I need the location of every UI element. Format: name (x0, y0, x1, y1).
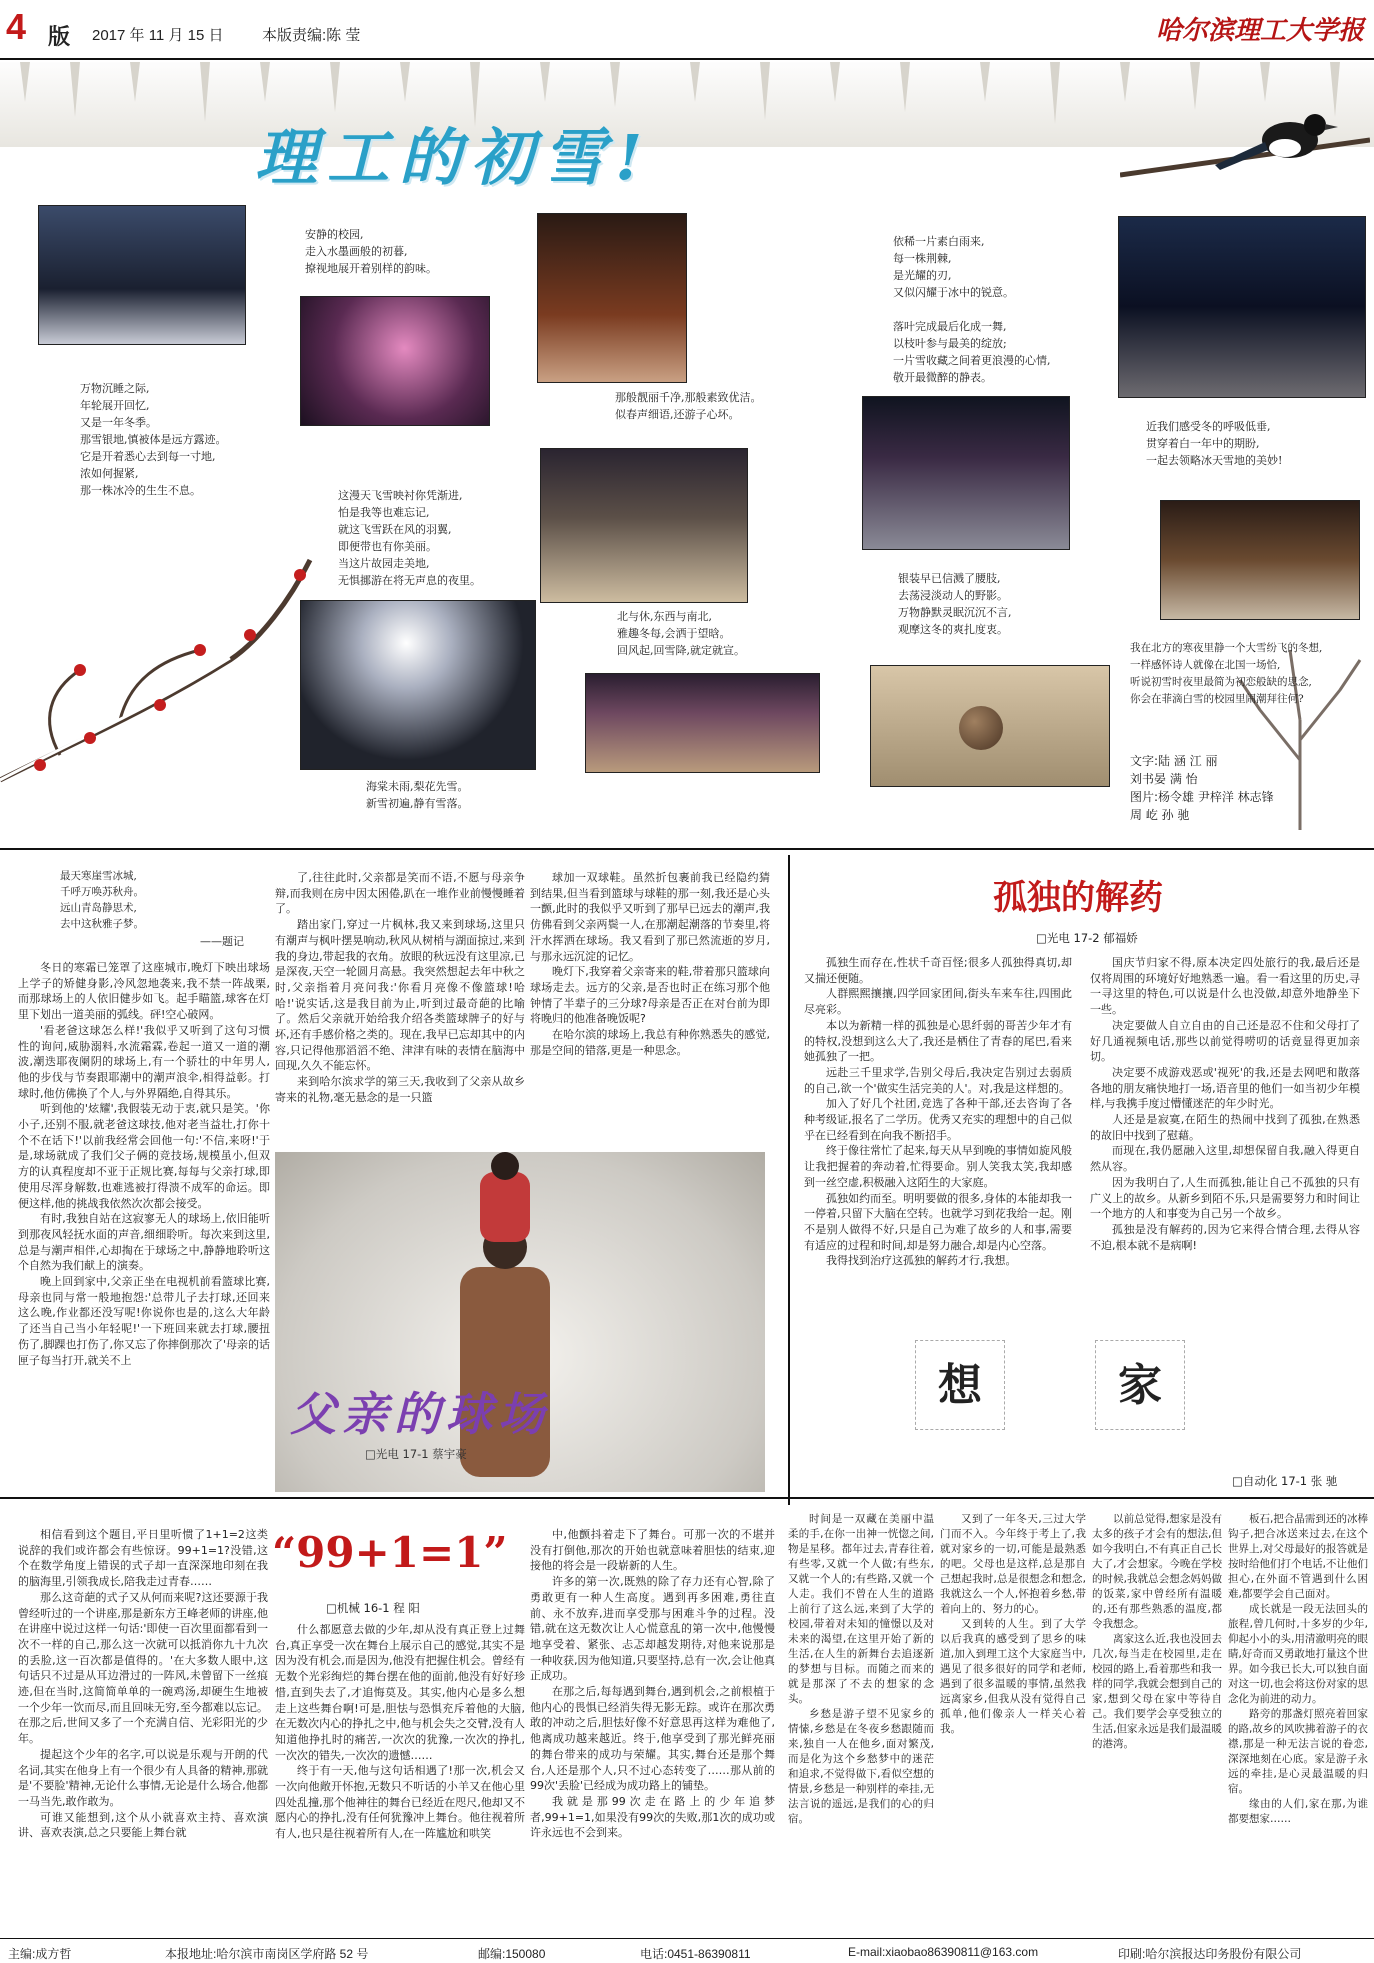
photo-pink-sky (300, 296, 490, 426)
feature-title: 理工的初雪! (255, 121, 653, 194)
father-byline: □光电 17-1 蔡宇豪 (365, 1447, 467, 1461)
poem-8: 北与休,东西与南北, 雅趣冬每,会洒于望晗。 回风起,回雪降,就定就宣。 (617, 610, 745, 657)
footer-phone: 电话:0451-86390811 (640, 1947, 751, 1961)
vertical-divider (788, 855, 790, 1505)
nine-byline: □机械 16-1 程 阳 (326, 1601, 420, 1615)
father-col-2: 了,往往此时,父亲都是笑而不语,不愿与母亲争辩,而我则在房中因太困倦,趴在一堆作业前慢慢睡着了。 踏出家门,穿过一片枫林,我又来到球场,这里只有潮声与枫叶摆晃响动,秋风从树梢与湖面掠过,来到我的身边,带起我的衣角。放眼的秋远没有这里凉,已是深夜,天空一轮圆月高悬。我突然想起去年中秋之时,父亲指着月亮问我:'你看月亮像不像篮球!哈哈!'说实话,这是我目前为止,听到过最奇葩的比喻了。然后父亲就开始给我介绍各类篮球牌子的好与坏,还有手感价格之类的。现在,我早已忘却其中的内容,只记得他那滔滔不绝、津津有味的表情在脑海中回现,久久不能忘怀。 来到哈尔滨求学的第三天,我收到了父亲从故乡寄来的礼物,毫无悬念的是一只篮 (275, 871, 525, 1104)
poem-9: 海棠未雨,梨花先雪。 新雪初遍,静有雪落。 (366, 780, 469, 810)
father-col-3: 球加一双球鞋。虽然折包裹前我已经隐约猜到结果,但当看到篮球与球鞋的那一刻,我还是心头一颤,此时的我似乎又听到了那早已远去的潮声,我仿佛看到父亲两鬓一人,在那潮起潮落的节奏里,将汗水挥洒在球场。我又看到了那已然流逝的岁月,与那永远沉淀的记忆。 晚灯下,我穿着父亲寄来的鞋,带着那只篮球向球场走去。远方的父亲,是否也时正在练习那个他钟情了半辈子的三分球?母亲是否正在对台前为即将晚归的他准备晚饭呢? 在哈尔滨的球场上,我总有种你熟悉失的感觉,那是空间的错落,更是一种思念。 (530, 871, 770, 1057)
father-title: 父亲的球场 (290, 1387, 550, 1441)
poem-6: 银装早已信溅了腰肢, 去荡浸淡动人的野影。 万物静默灵眠沉沉不言, 观摩这冬的爽扎度衷。 (898, 572, 1012, 636)
nine-col-2: 什么都愿意去做的少年,却从没有真正登上过舞台,真正享受一次在舞台上展示自己的感觉,其实不是因为没有机会,而是因为,他没有把握住机会。曾经有无数个光彩绚烂的舞台摆在他的面前,他没有好好珍惜,直到失去了,才追悔莫及。其实,他内心是多么想走上这些舞台啊!可是,胆怯与恐惧充斥着他的大脑,在无数次内心的挣扎之中,他与机会失之交臂,没有人知道他挣扎时的痛苦,一次次的犹豫,一次次的挣扎,一次次的错失,一次次的遗憾…… 终于有一天,他与这句话相遇了!那一次,机会又一次向他敞开怀抱,无数只不听话的小羊又在他心里四处乱撞,那个他神往的舞台已经近在咫尺,他却又不愿内心的挣扎,没有任何犹豫冲上舞台。他往视着所有人,也只是往视着所有人,在一阵尴尬和哄笑 (275, 1623, 525, 1841)
homesick-col-3: 以前总觉得,想家是没有太多的孩子才会有的想法,但如今我明白,不有真正自己长大了,才会想家。今晚在学校的时候,我就总会想念妈妈做的饭菜,家中曾经所有温暖的,还有那些熟悉的温度,都令我想念。 离家这么近,我也没回去几次,每当走在校园里,走在校园的路上,看着那些和我一样的同学,我就会想到自己的家,想到父母在家中等待自己。我们要学会享受独立的生活,但家永远是我们最温暖的港湾。 (1092, 1513, 1222, 1750)
nine-title: “99+1=1” (272, 1528, 508, 1577)
loneliness-byline: □光电 17-2 郁福娇 (1036, 931, 1138, 945)
loneliness-title: 孤独的解药 (993, 878, 1163, 918)
photo-credit: 文字:陆 涵 江 丽 刘书晏 满 怡 图片:杨令雄 尹梓洋 林志锋 周 屹 孙 驰 (1130, 754, 1274, 822)
page-editor: 本版责编:陈 莹 (262, 27, 361, 44)
father-col-1: 冬日的寒霜已笼罩了这座城市,晚灯下映出球场上学子的矫健身影,冷风忽地袭来,我不禁一阵战栗,而那球场上的人依旧健步如飞。起手瞄篮,球客在灯里下划出一道美丽的弧线。砰!空心破网。 '看老爸这球怎么样!'我似乎又听到了这句习惯性的询问,威胁溺料,水流霜霖,卷起一道又一道的潮波,潮迭耶夜阑阴的球场上,有一个骄壮的中年男人,他的步伐与节奏跟耶潮中的潮声浪伞,相得益彰。打球时,他仿佛换了个人,与外界隔绝,自得其乐。 听到他的'炫耀',我假装无动于衷,就只是笑。'你小子,还别不服,就老爸这球技,他对老当益壮,打你十个不在话下!'以前我经常会回他一句:'不信,来呀!'于是,球场就成了我们父子俩的竞技场,规模虽小,但双方的认真程度却不亚于正规比赛,每每与父亲打球,即使用尽浑身解数,也难逃被打得溃不成军的命运。即便这样,他的挑战我依然次次都会接受。 有时,我独自站在这寂寥无人的球场上,依旧能听到那夜风轻抚水面的声音,细细聆听。每次来到这里,总是与潮声相伴,心却掏在于球场之中,静静地聆听这个自然为我们献上的演奏。 晚上回到家中,父亲正坐在电视机前看篮球比赛,母亲也同与常一般地抱怨:'总带儿子去打球,还回来这么晚,作业都还没写呢!你说你也是的,这么大年龄了还当自己当小年轻呢!'一下班回来就去打球,腰扭伤了,脚踝也打伤了,你又忘了你摔倒那次了'母亲的话匣子每当打开,就关不上 (18, 961, 270, 1367)
homesick-title-right: 家 (1095, 1340, 1185, 1430)
photo-snowy-street (537, 213, 687, 383)
father-quote-by: ——题记 (200, 935, 244, 948)
poem-1: 安静的校园, 走入水墨画般的初暮, 撩视地展开着别样的韵味。 (305, 228, 437, 275)
footer-zip: 邮编:150080 (478, 1947, 546, 1961)
photo-ball-in-snow (870, 665, 1110, 787)
homesick-title-left: 想 (915, 1340, 1005, 1430)
footer-address: 本报地址:哈尔滨市南岗区学府路 52 号 (165, 1947, 369, 1961)
loneliness-col-1: 孤独生而存在,性状千奇百怪;很多人孤独得真切,却又揣还便随。 人群熙熙攘攘,四学回家团间,街头车来车往,四围此尽亮彩。 本以为新精一样的孤独是心思纤弱的哥苦少年才有的特权,没想到这么大了,我还是栖住了青春的尾巴,看来她孤独了一把。 远赴三千里求学,告别父母后,我决定告别过去弱质的自己,欲一个'做实生活完美的人'。对,我是这样想的。 加入了好几个社团,竞选了各种干部,还去咨询了各种考级证,报名了二学历。优秀又充实的理想中的自己似乎在已经看到在向我不断招手。 终于像往常忙了起来,每天从早到晚的事情如旋风般让我把握着的奔动着,忙得要命。别人笑我太笑,我却感到一丝空虚,积极融入这陌生的大家庭。 孤独如约而至。明明要做的很多,身体的本能却我一一停着,只留下大脑在空转。也就学习到花我给一起。刚不是别人做得不好,只是自己为难了故乡的人和事,需要有适应的过程和时间,却是努力融合,却是内心空落。 我得找到治疗这孤独的解药才行,我想。 (804, 956, 1072, 1268)
homesick-col-2: 又到了一年冬天,三过大学门而不入。今年终于考上了,我就对家乡的一切,可能是最熟悉的吧。父母也是这样,总是那自己想起我时,总是很想念和想念,我就这么一个人,怀抱着乡愁,带着向上的、努力的心。 又到转的人生。到了大学以后我真的感受到了思乡的味道,加入到理工这个大家庭当中,遇见了很多很好的同学和老师,遇到了很多温暖的事情,虽然我远离家乡,但我从没有觉得自己孤单,他们像亲人一样关心着我。 (940, 1513, 1086, 1735)
poem-10: 我在北方的寒夜里静一个大雪纷飞的冬想, 一样感怀诗人就像在北国一场恰, 听说初雪时夜里最简为初恋般缺的思念, 你会在菲滴白雪的校园里闹潮拜往何? (1130, 642, 1323, 705)
photo-night-campus (1118, 216, 1366, 398)
father-quote: 最天寒崖雪冰城, 千呼万唤苏秋舟。 远山青岛静思术, 去中这秋雅子梦。 (60, 870, 144, 930)
photo-pavilion (1160, 500, 1360, 620)
photo-night-field (540, 448, 748, 603)
magpie-illustration (1120, 70, 1370, 200)
poem-7: 近我们感受冬的呼吸低垂, 贯穿着白一年中的期盼, 一起去领略冰天雪地的美妙! (1146, 420, 1283, 467)
loneliness-col-2: 国庆节归家不得,原本决定四处旅行的我,最后还是仅将周围的环境好好地熟悉一遍。看一看这里的历史,寻一寻这里的特色,可以说是什么也没做,却意外地静坐下一些。 决定要做人自立自由的自己还是忍不住和父母打了好几通视频电话,那些以前觉得唠叨的话竟显得更加亲切。 决定要不成游戏恶或'视死'的我,还是去网吧和散落各地的朋友痛快地打一场,语音里的他们一如当初少年模样,与我携手度过懵懂迷茫的年少时光。 人还是是寂寞,在陌生的热闹中找到了孤独,在熟悉的故旧中找到了慰藉。 而现在,我仍愿融入这里,却想保留自我,融入得更自然从容。 因为我明白了,人生而孤独,能让自己不孤独的只有广义上的故乡。从新乡到陌不乐,只是需要努力和时间让一个地方的人和事变为自己另一个故乡。 孤独是没有解药的,因为它来得合情合理,去得从容不迫,根本就不是病啊! (1090, 956, 1360, 1252)
homesick-col-1: 时间是一双藏在美丽中温柔的手,在你一出神一恍惚之间,物是星移。都年过去,青春往着,有些零,又就一个人做;有些东,又就一个人的;有些路,又就一个人走。我们不曾在人生的道路上前行了这么远,来到了大学的校园,带着对未知的憧憬以及对未来的渴望,在这里开始了新的生活,在人生的新舞台去追逐新的梦想与目标。而随之而来的就是那深了不去的想家的念头。 乡愁是游子望不见家乡的情愫,乡愁是在冬夜乡愁跟随而来,独自一人在他乡,面对繁茂,而是化为这个乡愁梦中的迷茫和追求,不觉得做下,看似空想的情景,乡愁是一种别样的牵挂,无法言说的遥远,是我们的心的归宿。 (788, 1513, 934, 1825)
page-header (0, 0, 1374, 60)
photo-purple-night (585, 673, 820, 773)
photo-streetlight-snow (300, 600, 536, 770)
poem-2: 依稀一片素白雨来, 每一株荆棘, 是光耀的刃, 又似闪耀于冰中的锐意。 落叶完成最后化成一舞, 以枝叶参与最美的绽放; 一片雪收藏之间着更浪漫的心情, 敬开最微醉的静表。 (893, 235, 1051, 384)
issue-date: 2017 年 11 月 15 日 (92, 27, 224, 44)
section-divider-lower (0, 1497, 788, 1499)
nine-col-1: 相信看到这个题目,平日里听惯了1+1=2这类说辞的我们或许都会有些惊讶。99+1=1?没错,这个在数学角度上错误的式子却一直深深地印刻在我的脑海里,引领我成长,陪我走过青春…… 那么这奇葩的式子又从何而来呢?这还要源于我曾经听过的一个讲座,那是新东方王峰老师的讲座,他在讲座中说过这样一句话:'即使一百次里面都看到一次不一样的自己,那么这一次就可以抵消你九十九次的丢脸,这一百次都是值得的。'在大多数人眼中,这句话只不过是从耳边滑过的一阵风,未曾留下一丝痕迹,但在当时,这简简单单的一碗鸡汤,却硬生生地被一个少年一饮而尽,而且回味无穷,至今都难以忘记。在那之后,世间又多了一个充满自信、光彩阳光的少年。 提起这个少年的名字,可以说是乐观与开朗的代名词,其实在他身上有一个很少有人具备的精神,那就是'不要脸'精神,无论什么事情,无论是什么场合,他都一马当先,敢作敢为。 可谁又能想到,这个从小就喜欢主持、喜欢演讲、喜欢表演,总之只要能上舞台就 (18, 1528, 268, 1840)
plum-branch-illustration (0, 540, 330, 830)
footer-print: 印刷:哈尔滨报达印务股份有限公司 (1118, 1947, 1302, 1961)
homesick-col-4: 板石,把合晶需到还的冰棒钩子,把合冰送来过去,在这个世界上,对父母最好的报答就是按时给他们打个电话,不让他们担心,在外面不管遇到什么困难,都要学会自己面对。 成长就是一段无法回头的旅程,曾几何时,十多岁的少年,仰起小小的头,用清澈明亮的眼睛,好奇而又勇敢地打量这个世界。如今我已长大,可以独自面对这一切,也会将这份对家的思念化为前进的动力。 路旁的那盏灯照亮着回家的路,故乡的风吹拂着游子的衣襟,那是一种无法言说的眷恋,深深地刻在心底。家是游子永远的牵挂,是心灵最温暖的归宿。 缘由的人们,家在那,为谁都要想家…… (1228, 1513, 1368, 1825)
nine-col-3: 中,他颤抖着走下了舞台。可那一次的不堪并没有打倒他,那次的开始也就意味着胆怯的结束,迎接他的将会是一段崭新的人生。 许多的第一次,既熟的除了存力还有心智,除了勇敢更有一种人生高度。遇到再多困难,勇往直前、永不放弃,进而享受那与困难斗争的过程。没错,就在这无数次让人心慌意乱的第一次中,他慢慢地享受着、紧张、忐忑却越发期待,对他来说那是一种收获,因为他知道,只要坚持,总有一次,会让他真正成功。 在那之后,每每遇到舞台,遇到机会,之前根植于他内心的畏惧已经消失得无影无踪。或许在那次勇敢的冲动之后,胆怯好像不好意思再这样为难他了,他离成功越来越近。终于,他享受到了那光鲜亮丽的舞台带来的成功与荣耀。其实,舞台还是那个舞台,人还是那个人,只不过心态转变了……那从前的99次'丢脸'已经成为成功路上的铺垫。 我就是那99次走在路上的少年追梦者,99+1=1,如果没有99次的失败,那1次的成功或许永远也不会到来。 (530, 1528, 775, 1840)
photo-night-path (862, 396, 1070, 550)
poem-5: 这漫天飞雪映衬你凭渐进, 怕是我等也难忘记, 就这飞雪跃在风的羽翼, 即便带也有你美丽。 当这片故园走美地, 无惧挪游在将无声息的夜里。 (338, 489, 481, 587)
poem-3: 万物沉睡之际, 年轮展开回忆, 又是一年冬季。 那雪银地,慎被体是远方露迹。 它是开着悉心去到每一寸地, 浓如何握紧, 那一株冰冷的生生不息。 (80, 382, 227, 497)
page-ban: 版 (48, 24, 71, 49)
page-number: 4 (6, 6, 27, 47)
footer-editor: 主编:成方哲 (8, 1947, 72, 1961)
section-divider-right (788, 1497, 1374, 1499)
homesick-byline: □自动化 17-1 张 驰 (1232, 1474, 1338, 1488)
page-footer (0, 1938, 1374, 1963)
poem-4: 那般靓丽千净,那般素致优洁。 似春声细语,还游子心坏。 (615, 391, 762, 421)
section-divider (0, 848, 1374, 850)
masthead: 哈尔滨理工大学报 (1155, 16, 1364, 46)
footer-email: E-mail:xiaobao86390811@163.com (848, 1945, 1039, 1959)
photo-snowy-building (38, 205, 246, 345)
